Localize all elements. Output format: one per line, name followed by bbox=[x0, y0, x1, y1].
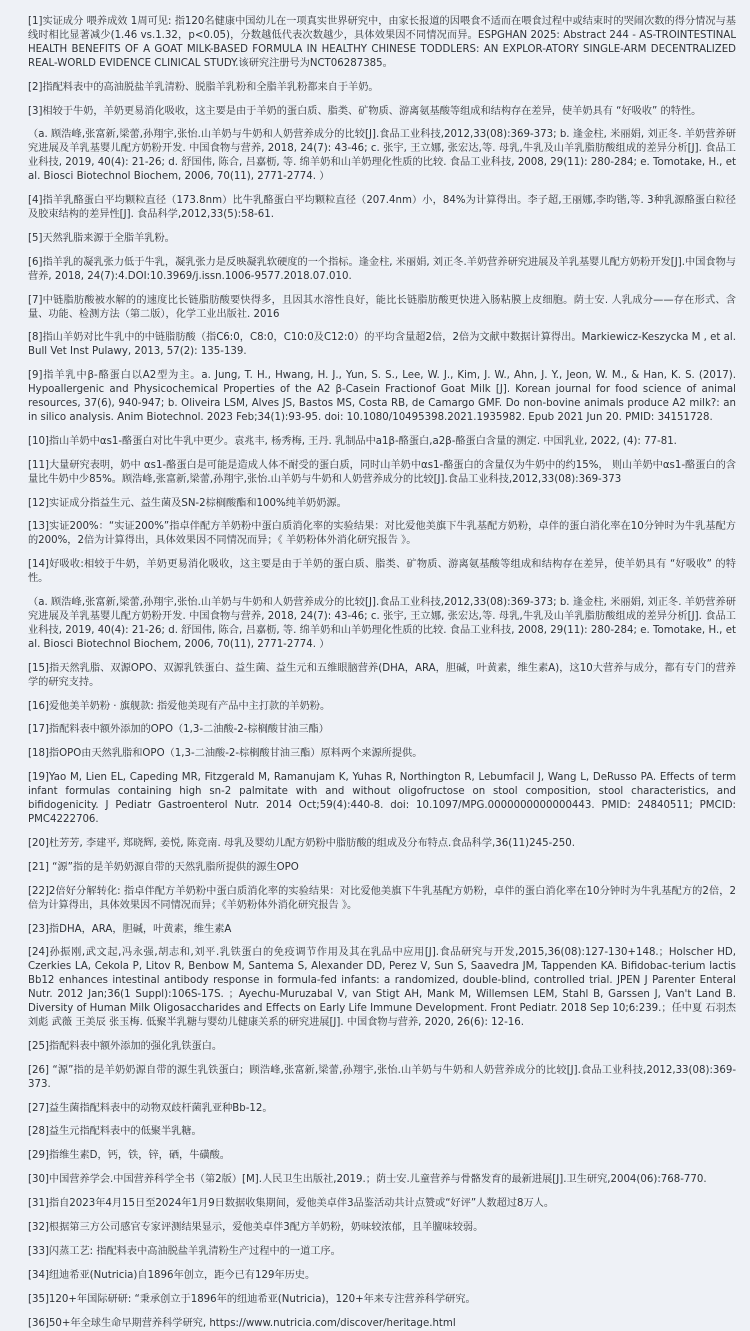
reference-27: [27]益生菌指配料表中的动物双歧杆菌乳亚种Bb-12。 bbox=[28, 1102, 273, 1114]
reference-10: [10]指山羊奶中αs1-酪蛋白对比牛乳中更少。袁兆丰, 杨秀梅, 王丹. 乳制品中a1β-酪蛋白,a2β-酪蛋白含量的测定. 中国乳业, 2022, (4): 77-81. bbox=[28, 435, 677, 447]
reference-2: [2]指配料表中的高油脱盐羊乳清粉、脱脂羊乳粉和全脂羊乳粉都来自于羊奶。 bbox=[28, 81, 379, 93]
reference-15: [15]指天然乳脂、双源OPO、双源乳铁蛋白、益生菌、益生元和五维眼脑营养(DHA，ARA，胆碱，叶黄素，维生素A)，这10大营养与成分，都有专门的营养学的研究支持。 bbox=[28, 662, 736, 688]
reference-35: [35]120+年国际研研: “秉承创立于1896年的纽迪希亚(Nutricia)，120+年来专注营养科学研究。 bbox=[28, 1293, 476, 1305]
reference-24: [24]孙振刚,武文起,冯永强,胡志和,刘平.乳铁蛋白的免疫调节作用及其在乳品中应用[J].食品研究与开发,2015,36(08):127-130+148.；Holscher HD, Czerkies LA, Cekola P, Litov R, Benbow M, Santema S, Alexander DD, Perez V, Sun S, Saavedra JM, Tappenden KA. Bifidobac-terium lactis Bb12 enhances intestinal antibody response in formula-fed infants: a randomized, double-blind, controlled trial. JPEN J Parenter Enteral Nutr. 2012 Jan;36(1 Suppl):106S-17S. ；Ayechu-Muruzabal V, van Stigt AH, Mank M, Willemsen LEM, Stahl B, Garssen J, Van't Land B. Diversity of Human Milk Oligosaccharides and Effects on Early Life Immune Development. Front Pediatr. 2018 Sep 10;6:239.；任中夏 石羽杰 刘彪 武薇 王美辰 张玉梅. 低聚半乳糖与婴幼儿健康关系的研究进展[J]. 中国食物与营养, 2020, 26(6): 12-16. bbox=[28, 947, 736, 1028]
reference-19: [19]Yao M, Lien EL, Capeding MR, Fitzgerald M, Ramanujam K, Yuhas R, Northington R, Lebumfacil J, Wang L, DeRusso PA. Effects of term infant formulas containing high sn-2 palmitate with and without oligofructose on stool composition, stool characteristics, and bifidogenicity. J Pediatr Gastroenterol Nutr. 2014 Oct;59(4):440-8. doi: 10.1097/MPG.0000000000000443. PMID: 24840511; PMCID: PMC4222706. bbox=[28, 772, 736, 825]
reference-11: [11]大量研究表明，奶中 αs1-酪蛋白是可能是造成人体不耐受的蛋白质，同时山羊奶中αs1-酪蛋白的含量仅为牛奶中的约15%， 则山羊奶中αs1-酪蛋白的含量比牛奶中少85%。顾浩峰,张富新,梁蕾,孙翔宇,张怡.山羊奶与牛奶和人奶营养成分的比较[J].食品工业科技,2012,33(08):369-373 bbox=[28, 459, 736, 485]
reference-4: [4]指羊乳酪蛋白平均颗粒直径（173.8nm）比牛乳酪蛋白平均颗粒直径（207.4nm）小，84%为计算得出。李子超,王丽娜,李昀锴,等. 3种乳源酪蛋白粒径及胶束结构的差异性[J]. 食品科学,2012,33(5):58-61. bbox=[28, 195, 736, 220]
reference-31: [31]指自2023年4月15日至2024年1月9日数据收集期间，爱他美卓伴3品鉴活动共计点赞或“好评”人数超过8万人。 bbox=[28, 1198, 555, 1210]
reference-6: [6]指羊乳的凝乳张力低于牛乳，凝乳张力是反映凝乳软硬度的一个指标。逢金柱, 米丽娟, 刘正冬.羊奶营养研究进展及羊乳基婴儿配方奶粉开发[J].中国食物与营养, 2018, 24(7):4.DOI:10.3969/j.issn.1006-9577.2018.07.010. bbox=[28, 256, 736, 282]
reference-16: [16]爱他美羊奶粉 · 旗舰款: 指爱他美现有产品中主打款的羊奶粉。 bbox=[28, 700, 331, 712]
reference-21: [21] “源”指的是羊奶奶源自带的天然乳脂所提供的源生OPO bbox=[28, 861, 299, 873]
reference-17: [17]指配料表中额外添加的OPO（1,3-二油酸-2-棕榈酸甘油三酯） bbox=[28, 724, 329, 736]
reference-20: [20]杜芳芳, 李建平, 郑晓辉, 姜悦, 陈竞南. 母乳及婴幼儿配方奶粉中脂肪酸的组成及分布特点.食品科学,36(11)245-250. bbox=[28, 837, 575, 849]
reference-28: [28]益生元指配料表中的低聚半乳糖。 bbox=[28, 1126, 202, 1138]
reference-30: [30]中国营养学会.中国营养科学全书（第2版）[M].人民卫生出版社,2019.；荫士安.儿童营养与骨骼发育的最新进展[J].卫生研究,2004(06):768-770. bbox=[28, 1174, 707, 1186]
reference-3-sources: （a. 顾浩峰,张富新,梁蕾,孙翔宇,张怡.山羊奶与牛奶和人奶营养成分的比较[J].食品工业科技,2012,33(08):369-373; b. 逢金柱, 米丽娟, 刘正冬. 羊奶营养研究进展及羊乳基婴儿配方奶粉开发. 中国食物与营养, 2018, 24(7): 43-46; c. 张宇, 王立娜, 张宏达,等. 母乳,牛乳及山羊乳脂肪酸组成的差异分析[J]. 食品工业科技, 2019, 40(4): 21-26; d. 舒国伟, 陈合, 吕嘉枥, 等. 绵羊奶和山羊奶理化性质的比较. 食品工业科技, 2008, 29(11): 280-284; e. Tomotake, H., et al. Biosci Biotechnol Biochem, 2006, 70(11), 2771-2774. ） bbox=[28, 129, 736, 183]
reference-14-sources: （a. 顾浩峰,张富新,梁蕾,孙翔宇,张怡.山羊奶与牛奶和人奶营养成分的比较[J].食品工业科技,2012,33(08):369-373; b. 逢金柱, 米丽娟, 刘正冬. 羊奶营养研究进展及羊乳基婴儿配方奶粉开发. 中国食物与营养, 2018, 24(7): 43-46; c. 张宇, 王立娜, 张宏达,等. 母乳,牛乳及山羊乳脂肪酸组成的差异分析[J]. 食品工业科技, 2019, 40(4): 21-26; d. 舒国伟, 陈合, 吕嘉枥, 等. 绵羊奶和山羊奶理化性质的比较. 食品工业科技, 2008, 29(11): 280-284; e. Tomotake, H., et al. Biosci Biotechnol Biochem, 2006, 70(11), 2771-2774. ） bbox=[28, 597, 736, 650]
reference-22: [22]2倍好分解转化: 指卓伴配方羊奶粉中蛋白质消化率的实验结果：对比爱他美旗下牛乳基配方奶粉，卓伴的蛋白消化率在10分钟时为牛乳基配方的2倍，2倍为计算得出，具体效果因不同情况而异；《羊奶粉体外消化研究报告 》。 bbox=[28, 885, 736, 911]
reference-7: [7]中链脂肪酸被水解的的速度比长链脂肪酸要快得多，且因其水溶性良好，能比长链脂肪酸更快进入肠粘膜上皮细胞。荫士安. 人乳成分——存在形式、含量、功能、检测方法（第二版），化学工业出版社. 2016 bbox=[28, 294, 736, 320]
reference-14: [14]好吸收:相较于牛奶，羊奶更易消化吸收，这主要是由于羊奶的蛋白质、脂类、矿物质、游离氨基酸等组成和结构存在差异，使羊奶具有 “好吸收” 的特性。 bbox=[28, 559, 736, 585]
reference-29: [29]指维生素D，钙，铁，锌，硒，牛磺酸。 bbox=[28, 1150, 230, 1162]
reference-25: [25]指配料表中额外添加的强化乳铁蛋白。 bbox=[28, 1040, 223, 1052]
reference-13: [13]实证200%：“实证200%”指卓伴配方羊奶粉中蛋白质消化率的实验结果：对比爱他美旗下牛乳基配方奶粉，卓伴的蛋白消化率在10分钟时为牛乳基配方的200%，2倍为计算得出，具体效果因不同情况而异；《 羊奶粉体外消化研究报告 》。 bbox=[28, 521, 736, 547]
reference-23: [23]指DHA，ARA，胆碱，叶黄素，维生素A bbox=[28, 923, 232, 935]
reference-12: [12]实证成分指益生元、益生菌及SN-2棕榈酸酯和100%纯羊奶奶源。 bbox=[28, 497, 347, 509]
reference-3: [3]相较于牛奶，羊奶更易消化吸收，这主要是由于羊奶的蛋白质、脂类、矿物质、游离氨基酸等组成和结构存在差异，使羊奶具有 “好吸收” 的特性。 bbox=[28, 105, 702, 117]
reference-18: [18]指OPO由天然乳脂和OPO（1,3-二油酸-2-棕榈酸甘油三酯）原料两个来源所提供。 bbox=[28, 748, 423, 760]
reference-34: [34]纽迪希亚(Nutricia)自1896年创立，距今已有129年历史。 bbox=[28, 1269, 316, 1281]
reference-26: [26] “源”指的是羊奶奶源自带的源生乳铁蛋白；顾浩峰,张富新,梁蕾,孙翔宇,张怡.山羊奶与牛奶和人奶营养成分的比较[J].食品工业科技,2012,33(08):369-373. bbox=[28, 1064, 736, 1090]
reference-9: [9]指羊乳中β-酪蛋白以A2型为主。a. Jung, T. H., Hwang, H. J., Yun, S. S., Lee, W. J., Kim, J. W., Ahn, J. Y., Jeon, W. M., & Han, K. S. (2017). Hypoallergenic and Physicochemical Properties of the A2 β-Casein Fractionof Goat Milk [J]. Korean journal for food science of animal resources, 37(6), 940-947; b. Oliveira LSM, Alves JS, Bastos MS, Costa RB, de Camargo GMF. Do non-bovine animals produce A2 milk?: an in silico analysis. Anim Biotechnol. 2023 Feb;34(1):93-95. doi: 10.1080/10495398.2021.1935982. Epub 2021 Jun 20. PMID: 34151728. bbox=[28, 370, 736, 423]
reference-5: [5]天然乳脂来源于全脂羊乳粉。 bbox=[28, 232, 175, 244]
reference-33: [33]闪蒸工艺: 指配料表中高油脱盐羊乳清粉生产过程中的一道工序。 bbox=[28, 1246, 341, 1257]
reference-32: [32]根据第三方公司感官专家评测结果显示，爱他美卓伴3配方羊奶粉，奶味较浓郁，且羊膻味较弱。 bbox=[28, 1222, 484, 1234]
reference-1: [1]实证成分 喂养成效 1周可见: 指120名健康中国幼儿在一项真实世界研究中，由家长报道的因喂食不适而在喂食过程中或结束时的哭闹次数的得分情况与基线时相比显著减少(1.46 vs.1.32，p<0.05)，分数越低代表次数越少，具体效果因不同情况而异。ESPGHAN 2025: Abstract 244 - AS-TROINTESTINAL HEALTH BENEFITS OF A GOAT MILK-BASED FORMULA IN HEALTHY CHINESE TODDLERS: AN EXPLOR-ATORY SINGLE-ARM DECENTRALIZED REAL-WORLD EVIDENCE CLINICAL STUDY.该研究注册号为NCT06287385。 bbox=[28, 16, 736, 69]
reference-8: [8]指山羊奶对比牛乳中的中链脂肪酸（指C6:0，C8:0，C10:0及C12:0）的平均含量超2倍，2倍为文献中数据计算得出。Markiewicz-Keszycka M , et al. Bull Vet Inst Pulawy, 2013, 57(2): 135-139. bbox=[28, 332, 736, 358]
reference-36: [36]50+年全球生命早期营养科学研究, https://www.nutricia.com/discover/heritage.html bbox=[28, 1317, 456, 1329]
